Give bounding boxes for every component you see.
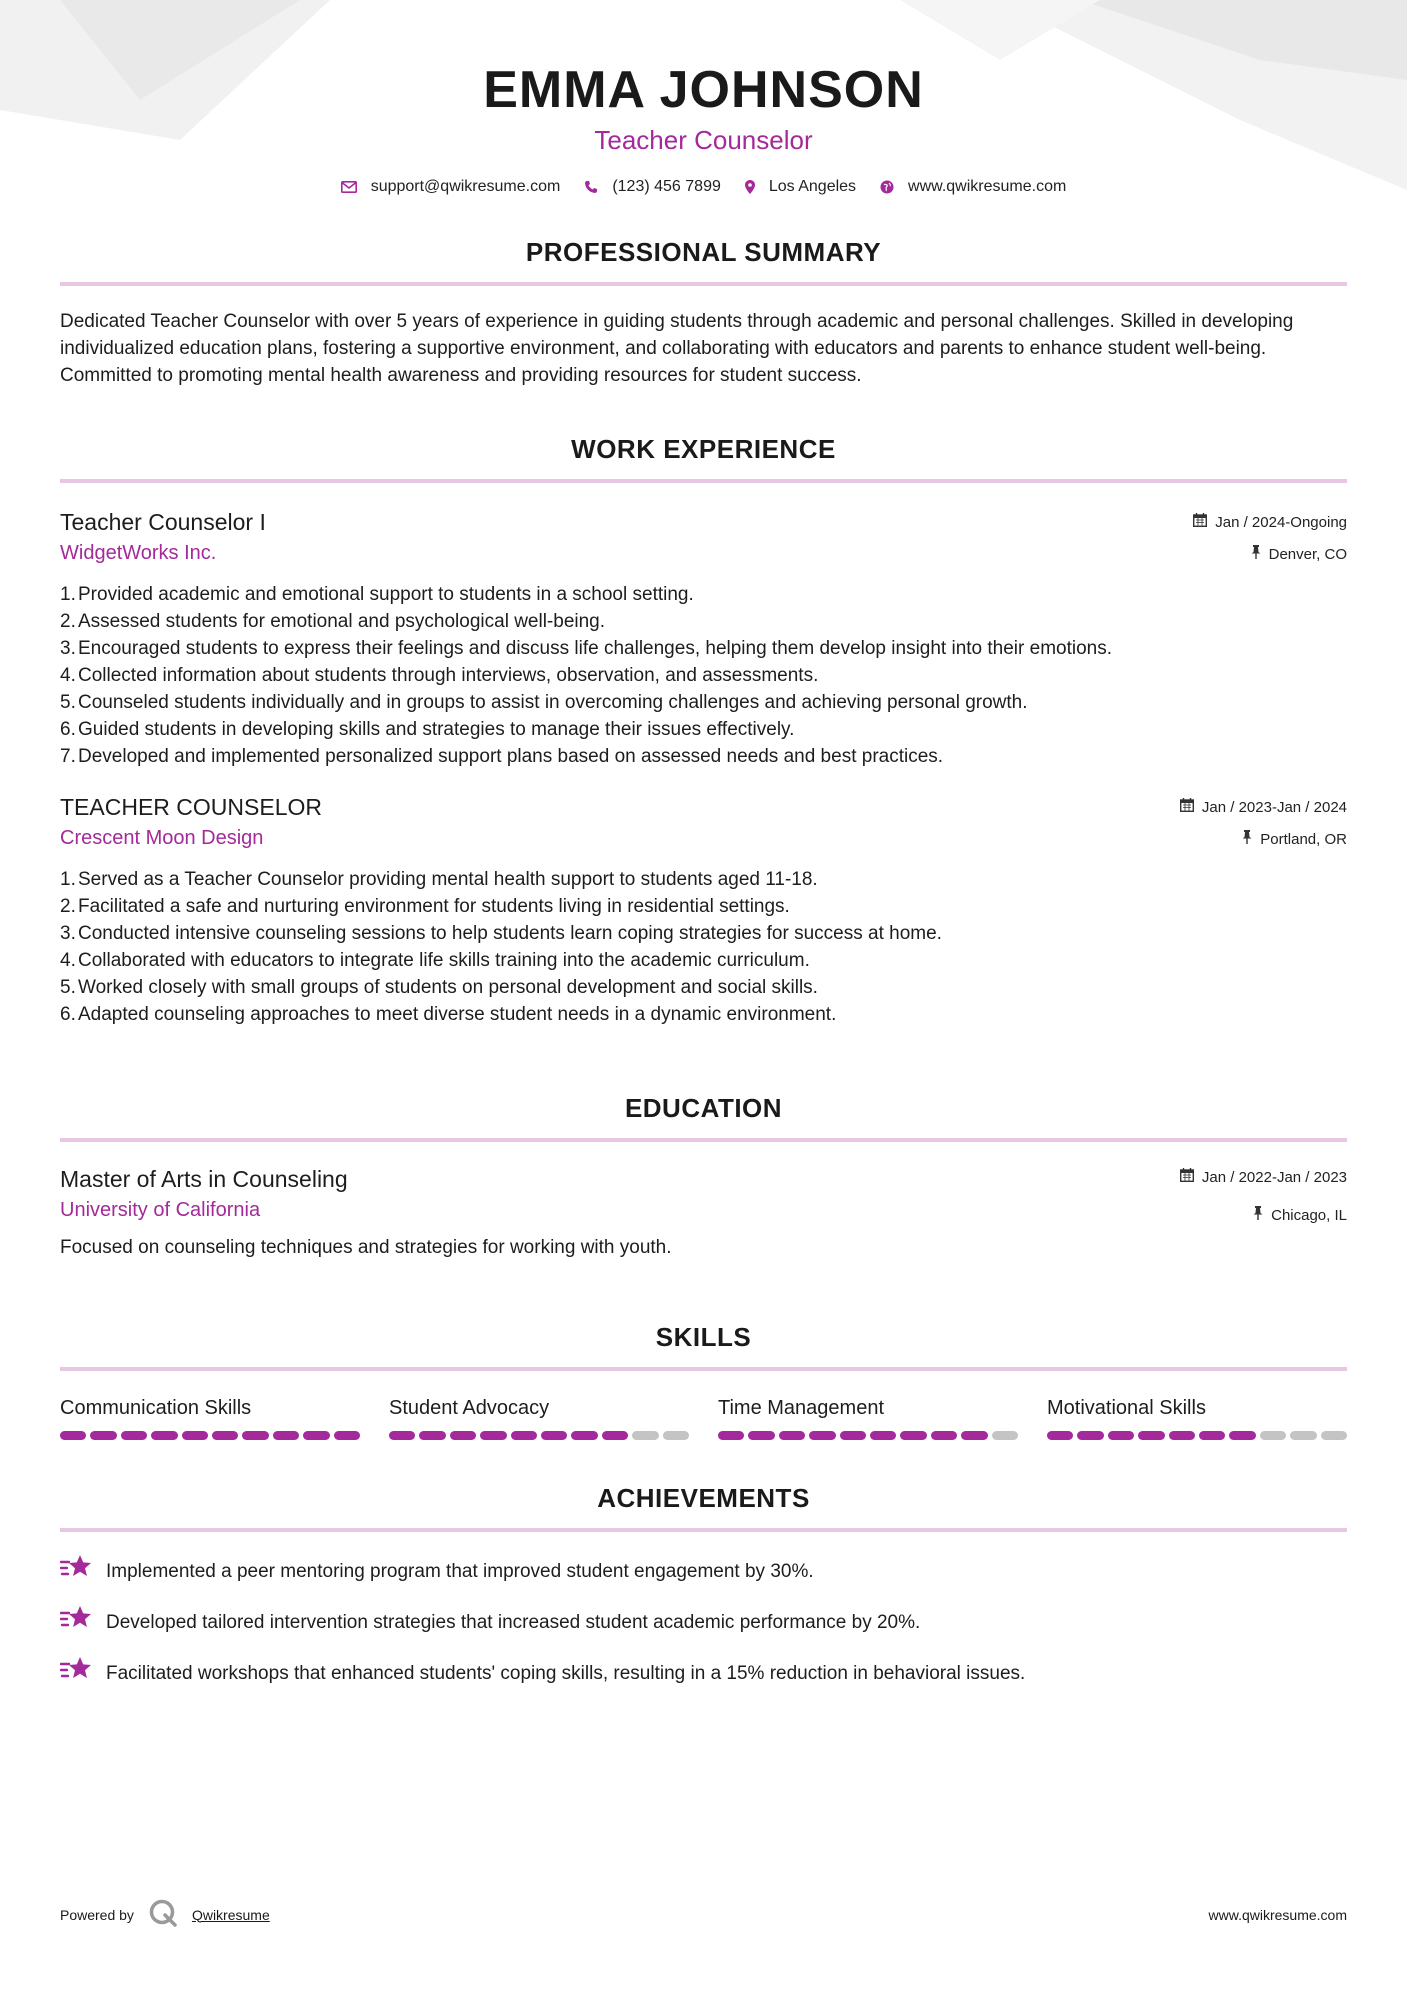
skill-segment-filled <box>90 1431 116 1440</box>
phone-text: (123) 456 7899 <box>612 178 721 195</box>
skill-segment-filled <box>334 1431 360 1440</box>
skill-segment-filled <box>961 1431 987 1440</box>
list-item: 6. Guided students in developing skills and strategies to manage their issues effectively. <box>60 719 795 740</box>
contact-email[interactable] <box>341 178 561 196</box>
list-item: 2. Facilitated a safe and nurturing environment for students living in residential settings. <box>60 896 790 917</box>
job-bullets <box>60 866 1347 1028</box>
skill-segment-filled <box>303 1431 329 1440</box>
star-icon <box>60 1554 92 1588</box>
education-location: Chicago, IL <box>1271 1207 1347 1224</box>
skill-segment-filled <box>748 1431 774 1440</box>
section-title: ACHIEVEMENTS <box>597 1483 810 1513</box>
brand-link[interactable]: Qwikresume <box>191 1906 270 1923</box>
website-text: www.qwikresume.com <box>908 178 1067 195</box>
education-description: Focused on counseling techniques and strategies for working with youth. <box>60 1237 672 1258</box>
skills-grid <box>60 1395 1347 1440</box>
list-item <box>60 1656 1347 1690</box>
job-title: Teacher Counselor I <box>60 509 266 535</box>
skill-segment-filled <box>60 1431 86 1440</box>
skill-segment-filled <box>511 1431 537 1440</box>
list-item: 5. Counseled students individually and in groups to assist in overcoming challenges and achieving personal growth. <box>60 692 1028 713</box>
degree-name: Master of Arts in Counseling <box>60 1166 348 1192</box>
achievement-text: Implemented a peer mentoring program that improved student engagement by 30%. <box>106 1560 814 1582</box>
section-title: EDUCATION <box>624 1093 783 1123</box>
job-entry <box>60 507 1347 770</box>
skill-segment-filled <box>931 1431 957 1440</box>
skill-name: Student Advocacy <box>389 1397 550 1419</box>
contact-bar <box>60 178 1347 196</box>
list-item: 5. Worked closely with small groups of students on personal development and social skills. <box>60 977 818 998</box>
contact-phone[interactable] <box>584 178 721 196</box>
achievements-section <box>60 1482 1347 1690</box>
skill-segment-empty <box>1321 1431 1347 1440</box>
skill-level-bar <box>389 1431 689 1440</box>
list-item: 3. Encouraged students to express their feelings and discuss life challenges, helping them develop insight into their emotions. <box>60 638 1113 659</box>
list-item: 6. Adapted counseling approaches to meet diverse student needs in a dynamic environment. <box>60 1004 837 1025</box>
section-divider <box>60 282 1347 286</box>
job-entry <box>60 792 1347 1028</box>
globe-icon <box>880 180 894 194</box>
resume-header <box>60 0 1347 196</box>
star-icon <box>60 1656 92 1690</box>
skill-segment-filled <box>840 1431 866 1440</box>
skill-level-bar <box>1047 1431 1347 1440</box>
skill-name: Motivational Skills <box>1047 1397 1206 1419</box>
skill-segment-filled <box>182 1431 208 1440</box>
list-item <box>60 1605 1347 1639</box>
page-footer <box>60 1898 1347 1931</box>
powered-by-label: Powered by <box>60 1906 134 1923</box>
experience-section <box>60 433 1347 1028</box>
list-item: 4. Collaborated with educators to integrate life skills training into the academic curriculum. <box>60 950 810 971</box>
skill-segment-empty <box>1260 1431 1286 1440</box>
skill-segment-filled <box>1047 1431 1073 1440</box>
education-dates: Jan / 2022-Jan / 2023 <box>1201 1169 1347 1186</box>
skill-item <box>60 1395 360 1440</box>
skill-segment-filled <box>242 1431 268 1440</box>
skill-segment-filled <box>1077 1431 1103 1440</box>
job-dates: Jan / 2023-Jan / 2024 <box>1201 799 1347 816</box>
contact-website[interactable] <box>880 178 1066 196</box>
job-location: Portland, OR <box>1260 831 1347 848</box>
star-icon <box>60 1605 92 1639</box>
calendar-icon <box>1180 798 1194 818</box>
section-title: SKILLS <box>655 1322 752 1352</box>
skill-segment-filled <box>389 1431 415 1440</box>
school-name: University of California <box>60 1199 261 1221</box>
pushpin-icon <box>1253 1206 1263 1226</box>
list-item: 4. Collected information about students through interviews, observation, and assessments. <box>60 665 819 686</box>
skill-item <box>389 1395 689 1440</box>
section-divider <box>60 1528 1347 1532</box>
skill-segment-filled <box>1138 1431 1164 1440</box>
skill-item <box>1047 1395 1347 1440</box>
job-title: TEACHER COUNSELOR <box>60 794 322 820</box>
skill-segment-filled <box>450 1431 476 1440</box>
email-text: support@qwikresume.com <box>370 178 561 195</box>
list-item: 1. Provided academic and emotional support to students in a school setting. <box>60 584 694 605</box>
job-bullets <box>60 581 1347 770</box>
company-name: WidgetWorks Inc. <box>60 542 217 564</box>
company-name: Crescent Moon Design <box>60 827 264 849</box>
skill-segment-filled <box>602 1431 628 1440</box>
skill-segment-empty <box>632 1431 658 1440</box>
skill-segment-filled <box>718 1431 744 1440</box>
skill-segment-filled <box>779 1431 805 1440</box>
skill-level-bar <box>60 1431 360 1440</box>
achievements-list <box>60 1554 1347 1690</box>
skill-segment-filled <box>900 1431 926 1440</box>
contact-location <box>745 178 856 196</box>
candidate-title: Teacher Counselor <box>594 125 813 155</box>
skill-segment-filled <box>1229 1431 1255 1440</box>
skill-segment-empty <box>663 1431 689 1440</box>
skill-segment-filled <box>151 1431 177 1440</box>
skill-segment-filled <box>1169 1431 1195 1440</box>
skill-segment-empty <box>1290 1431 1316 1440</box>
map-pin-icon <box>745 180 755 194</box>
skill-segment-filled <box>1199 1431 1225 1440</box>
skill-segment-empty <box>992 1431 1018 1440</box>
summary-section <box>60 236 1347 389</box>
skill-segment-filled <box>870 1431 896 1440</box>
pushpin-icon <box>1242 830 1252 850</box>
candidate-name: EMMA JOHNSON <box>483 61 924 119</box>
list-item: 3. Conducted intensive counseling sessions to help students learn coping strategies for success at home. <box>60 923 942 944</box>
skills-section <box>60 1321 1347 1440</box>
phone-icon <box>584 180 598 194</box>
skill-level-bar <box>718 1431 1018 1440</box>
job-location: Denver, CO <box>1268 546 1347 563</box>
location-text: Los Angeles <box>768 178 857 195</box>
section-divider <box>60 479 1347 483</box>
skill-segment-filled <box>121 1431 147 1440</box>
skill-segment-filled <box>809 1431 835 1440</box>
skill-name: Time Management <box>718 1397 884 1419</box>
summary-text: Dedicated Teacher Counselor with over 5 years of experience in guiding students through academic and personal challenges. Skilled in developing individualized education plans, fostering a supportive environment, and collaborating with educators and parents to enhance student well-being. Committed to promoting mental health awareness and providing resources for student success. <box>60 311 1294 386</box>
achievement-text: Developed tailored intervention strategies that increased student academic performance by 20%. <box>106 1611 921 1633</box>
skill-segment-filled <box>1108 1431 1134 1440</box>
section-title: WORK EXPERIENCE <box>571 434 836 464</box>
skill-name: Communication Skills <box>60 1397 252 1419</box>
envelope-icon <box>341 181 357 193</box>
skill-segment-filled <box>212 1431 238 1440</box>
pushpin-icon <box>1251 545 1261 565</box>
skill-segment-filled <box>273 1431 299 1440</box>
list-item: 1. Served as a Teacher Counselor providing mental health support to students aged 11-18. <box>60 869 818 890</box>
skill-item <box>718 1395 1018 1440</box>
section-divider <box>60 1367 1347 1371</box>
education-entry <box>60 1164 1347 1261</box>
section-divider <box>60 1138 1347 1142</box>
skill-segment-filled <box>541 1431 567 1440</box>
list-item: 7. Developed and implemented personalized support plans based on assessed needs and best practices. <box>60 746 944 767</box>
list-item: 2. Assessed students for emotional and psychological well-being. <box>60 611 606 632</box>
list-item <box>60 1554 1347 1588</box>
skill-segment-filled <box>419 1431 445 1440</box>
skill-segment-filled <box>571 1431 597 1440</box>
job-dates: Jan / 2024-Ongoing <box>1215 514 1347 531</box>
achievement-text: Facilitated workshops that enhanced students' coping skills, resulting in a 15% reduction in behavioral issues. <box>106 1662 1026 1684</box>
calendar-icon <box>1180 1168 1194 1188</box>
skill-segment-filled <box>480 1431 506 1440</box>
section-title: PROFESSIONAL SUMMARY <box>525 237 882 267</box>
calendar-icon <box>1193 513 1207 533</box>
footer-url[interactable]: www.qwikresume.com <box>1208 1906 1347 1923</box>
qwikresume-logo-icon <box>148 1898 178 1931</box>
education-section <box>60 1092 1347 1261</box>
